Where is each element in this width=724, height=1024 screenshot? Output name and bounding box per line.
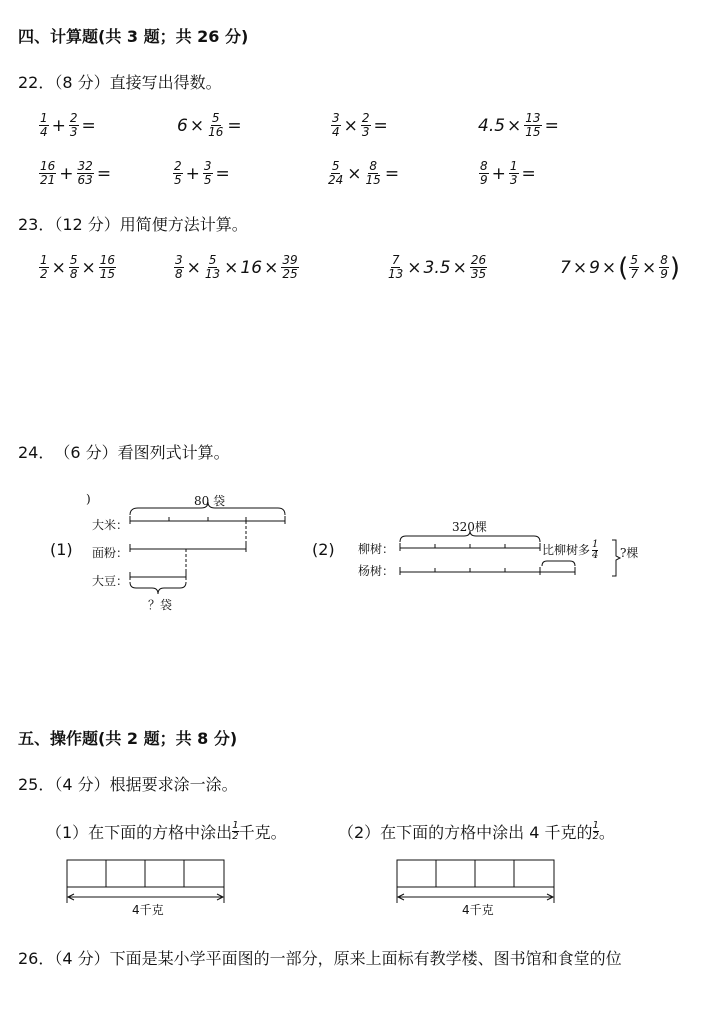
q23-expr-2: $\frac{3}{8}$ × $\frac{5}{13}$ × 16 × $\frac{39}{25}$ xyxy=(175,253,298,281)
fraction: $\frac{2}{3}$ xyxy=(69,111,78,139)
q22-expr-8: $\frac{8}{9}$ + $\frac{1}{3}$ = xyxy=(480,159,536,187)
q22-expr-2: 6 × $\frac{5}{16}$ = xyxy=(177,111,242,139)
q23-expr-1: $\frac{1}{2}$ × $\frac{5}{8}$ × $\frac{16}{15}$ xyxy=(40,253,116,281)
fraction: $\frac{3}{4}$ xyxy=(332,111,340,139)
fraction: $\frac{2}{5}$ xyxy=(174,159,182,187)
question-26-title: 26．（4 分）下面是某小学平面图的一部分，原来上面标有教学楼、图书馆和食堂的位 xyxy=(18,949,622,968)
q22-expr-7: $\frac{5}{24}$ × $\frac{8}{15}$ = xyxy=(328,159,400,187)
fraction: $\frac{39}{25}$ xyxy=(282,253,298,281)
grid-bar-1-label: 4千克 xyxy=(132,903,164,917)
diagram-2-unknown-label: ?棵 xyxy=(620,546,639,560)
diagram-2-lines xyxy=(356,512,656,584)
fraction: $\frac{1}{3}$ xyxy=(509,159,518,187)
fraction: $\frac{32}{63}$ xyxy=(77,159,93,187)
diagram-1 xyxy=(86,488,296,613)
q22-expr-5: $\frac{16}{21}$ + $\frac{32}{63}$ = xyxy=(40,159,112,187)
willow-label: 柳树： xyxy=(358,542,395,556)
question-23-title: 23．（12 分）用简便方法计算。 xyxy=(18,215,248,234)
fraction: $\frac{8}{9}$ xyxy=(660,253,668,281)
fraction: $\frac{7}{13}$ xyxy=(388,253,404,281)
fraction: $\frac{16}{21}$ xyxy=(40,159,56,187)
fraction: $\frac{8}{15}$ xyxy=(365,159,381,187)
fraction: $\frac{16}{15}$ xyxy=(99,253,116,281)
fraction: $\frac{26}{35}$ xyxy=(470,253,487,281)
diagram-2 xyxy=(356,512,656,584)
fraction: $\frac{1}{4}$ xyxy=(40,111,48,139)
question-22-title: 22．（8 分）直接写出得数。 xyxy=(18,73,222,92)
fraction: $\frac{8}{9}$ xyxy=(480,159,488,187)
q22-expr-3: $\frac{3}{4}$ × $\frac{2}{3}$ = xyxy=(332,111,388,139)
diagram-2-number: (2) xyxy=(312,540,335,559)
q25-part-2: （2）在下面的方格中涂出 4 千克的 1 2 。 xyxy=(338,820,615,842)
diagram-1-number: (1) xyxy=(50,540,73,559)
grid-bar-2 xyxy=(396,859,556,919)
grid-bar-2-label: 4千克 xyxy=(462,903,494,917)
fraction: $\frac{1}{2}$ xyxy=(40,253,48,281)
poplar-label: 杨树： xyxy=(358,564,395,578)
question-25-title: 25．（4 分）根据要求涂一涂。 xyxy=(18,775,238,794)
more-than-willow-label: 比柳树多 $\frac{1}{4}$ xyxy=(542,539,599,561)
fraction: $\frac{3}{8}$ xyxy=(175,253,183,281)
question-24-title: 24． （6 分）看图列式计算。 xyxy=(18,443,230,462)
section-4-title: 四、计算题(共 3 题；共 26 分) xyxy=(18,27,249,46)
diagram-1-lines xyxy=(86,488,296,613)
diagram-1-total-label: 80 袋 xyxy=(194,494,226,508)
q23-expr-3: $\frac{7}{13}$ × 3.5 × $\frac{26}{35}$ xyxy=(388,253,487,281)
diagram-2-total-label: 320棵 xyxy=(452,520,487,534)
q22-expr-1: $\frac{1}{4}$ + $\frac{2}{3}$ = xyxy=(40,111,96,139)
fraction: $\frac{13}{15}$ xyxy=(525,111,541,139)
flour-label: 面粉： xyxy=(92,546,129,560)
section-5-title: 五、操作题(共 2 题；共 8 分) xyxy=(18,729,238,748)
diagram-1-corner-mark: ) xyxy=(86,492,91,506)
fraction: 1 2 xyxy=(592,820,599,842)
fraction: $\frac{5}{8}$ xyxy=(69,253,78,281)
q22-expr-6: $\frac{2}{5}$ + $\frac{3}{5}$ = xyxy=(174,159,230,187)
fraction: $\frac{5}{16}$ xyxy=(208,111,224,139)
fraction: $\frac{5}{7}$ xyxy=(630,253,638,281)
fraction: 1 2 xyxy=(232,820,239,842)
fraction: $\frac{5}{24}$ xyxy=(328,159,344,187)
q25-part-1: （1）在下面的方格中涂出 1 2 千克。 xyxy=(46,820,287,842)
fraction: $\frac{2}{3}$ xyxy=(361,111,370,139)
fraction: $\frac{3}{5}$ xyxy=(203,159,212,187)
rice-label: 大米： xyxy=(92,518,129,532)
fraction: $\frac{5}{13}$ xyxy=(204,253,221,281)
soy-label: 大豆： xyxy=(92,574,129,588)
diagram-1-unknown-label: ？袋 xyxy=(148,598,173,612)
grid-bar-1 xyxy=(66,859,226,919)
q22-expr-4: 4.5 × $\frac{13}{15}$ = xyxy=(478,111,559,139)
q23-expr-4: 7 × 9 × ( $\frac{5}{7}$ × $\frac{8}{9}$ ) xyxy=(560,252,680,283)
fraction: $\frac{1}{4}$ xyxy=(592,539,599,561)
